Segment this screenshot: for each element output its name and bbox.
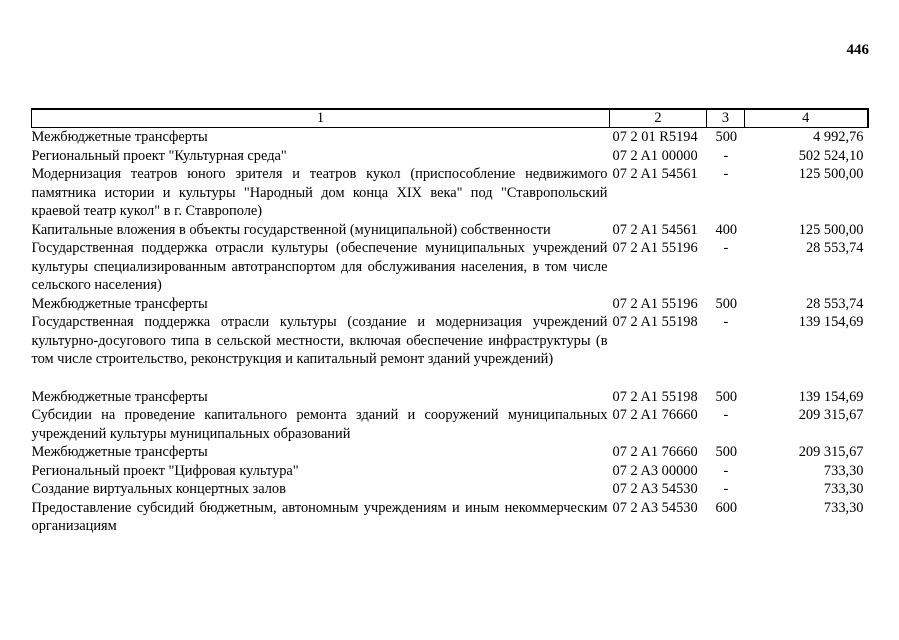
row-code: 07 2 A1 00000 bbox=[612, 147, 698, 164]
row-name: Межбюджетные трансферты bbox=[31, 295, 208, 312]
row-type: - bbox=[723, 481, 729, 497]
row-type: - bbox=[723, 314, 729, 330]
table-row bbox=[32, 239, 868, 295]
row-type: 500 bbox=[715, 388, 738, 405]
row-sum: 125 500,00 bbox=[798, 166, 864, 182]
row-name: Создание виртуальных концертных залов bbox=[31, 481, 286, 497]
row-name: Государственная поддержка отрасли культуры (обеспечение муниципальных учреждений культуры специализированным автотранспортом для обслуживания населения, в том числе сельского населения) bbox=[31, 240, 608, 293]
table-row bbox=[32, 295, 868, 314]
row-type: - bbox=[723, 166, 729, 182]
table-row bbox=[32, 480, 868, 499]
row-type: - bbox=[723, 240, 729, 256]
table-row bbox=[32, 128, 868, 147]
column-header-2: 2 bbox=[610, 109, 707, 128]
row-code: 07 2 A1 55198 bbox=[612, 314, 698, 330]
row-code: 07 2 A1 76660 bbox=[612, 407, 698, 423]
table-row bbox=[32, 221, 868, 240]
column-header-4: 4 bbox=[745, 109, 868, 128]
row-sum: 209 315,67 bbox=[798, 407, 864, 423]
row-code: 07 2 A1 54561 bbox=[612, 221, 698, 238]
table-row bbox=[32, 165, 868, 221]
table-row bbox=[32, 462, 868, 481]
row-type: 500 bbox=[715, 129, 738, 145]
row-type: - bbox=[723, 462, 729, 479]
row-code: 07 2 A1 55196 bbox=[612, 295, 698, 312]
row-name: Межбюджетные трансферты bbox=[31, 129, 208, 145]
row-name: Региональный проект "Цифровая культура" bbox=[31, 462, 299, 479]
table-header-row bbox=[32, 109, 868, 128]
row-name: Капитальные вложения в объекты государственной (муниципальной) собственности bbox=[31, 221, 551, 238]
row-type: - bbox=[723, 147, 729, 164]
table-row bbox=[32, 443, 868, 462]
row-sum: 125 500,00 bbox=[798, 221, 864, 238]
row-code: 07 2 A3 54530 bbox=[612, 481, 698, 497]
table-row bbox=[32, 499, 868, 536]
row-sum: 28 553,74 bbox=[805, 295, 864, 312]
row-sum: 733,30 bbox=[823, 481, 864, 497]
column-header-1: 1 bbox=[32, 109, 610, 128]
row-type: 500 bbox=[715, 295, 738, 312]
table-row bbox=[32, 388, 868, 407]
row-type: - bbox=[723, 407, 729, 423]
row-sum: 139 154,69 bbox=[798, 314, 864, 330]
table-row bbox=[32, 313, 868, 388]
row-name: Государственная поддержка отрасли культуры (создание и модернизация учреждений культурно-досугового типа в сельской местности, включая обеспечение инфраструктуры (в том числе строительство, реконструкция и капитальный ремонт зданий учреждений) bbox=[31, 314, 608, 367]
row-sum: 139 154,69 bbox=[798, 388, 864, 405]
row-code: 07 2 A3 54530 bbox=[612, 499, 698, 516]
row-name: Межбюджетные трансферты bbox=[31, 444, 208, 460]
budget-table bbox=[31, 108, 869, 536]
table-row bbox=[32, 406, 868, 443]
row-code: 07 2 A1 76660 bbox=[612, 444, 698, 460]
row-sum: 209 315,67 bbox=[798, 444, 864, 460]
table-row bbox=[32, 147, 868, 166]
row-name: Межбюджетные трансферты bbox=[31, 388, 208, 405]
row-code: 07 2 A3 00000 bbox=[612, 462, 698, 479]
row-name: Региональный проект "Культурная среда" bbox=[31, 147, 287, 164]
row-sum: 733,30 bbox=[823, 499, 864, 516]
row-code: 07 2 01 R5194 bbox=[612, 129, 698, 145]
row-code: 07 2 A1 55198 bbox=[612, 388, 698, 405]
row-type: 600 bbox=[715, 499, 738, 516]
row-sum: 28 553,74 bbox=[805, 240, 864, 256]
row-code: 07 2 A1 54561 bbox=[612, 166, 698, 182]
row-sum: 4 992,76 bbox=[813, 129, 864, 145]
page-number: 446 bbox=[846, 42, 869, 58]
row-type: 400 bbox=[715, 221, 738, 238]
row-name: Субсидии на проведение капитального ремонта зданий и сооружений муниципальных учреждений культуры муниципальных образований bbox=[31, 407, 608, 442]
row-code: 07 2 A1 55196 bbox=[612, 240, 698, 256]
row-name: Модернизация театров юного зрителя и театров кукол (приспособление недвижимого памятника истории и культуры "Народный дом конца XIX века" под "Ставропольский краевой театр кукол" в г. Ставрополе) bbox=[31, 166, 608, 219]
column-header-3: 3 bbox=[707, 109, 745, 128]
row-name: Предоставление субсидий бюджетным, автономным учреждениям и иным некоммерческим организациям bbox=[31, 499, 608, 534]
row-sum: 733,30 bbox=[823, 462, 864, 479]
row-type: 500 bbox=[715, 444, 738, 460]
row-sum: 502 524,10 bbox=[798, 147, 864, 164]
